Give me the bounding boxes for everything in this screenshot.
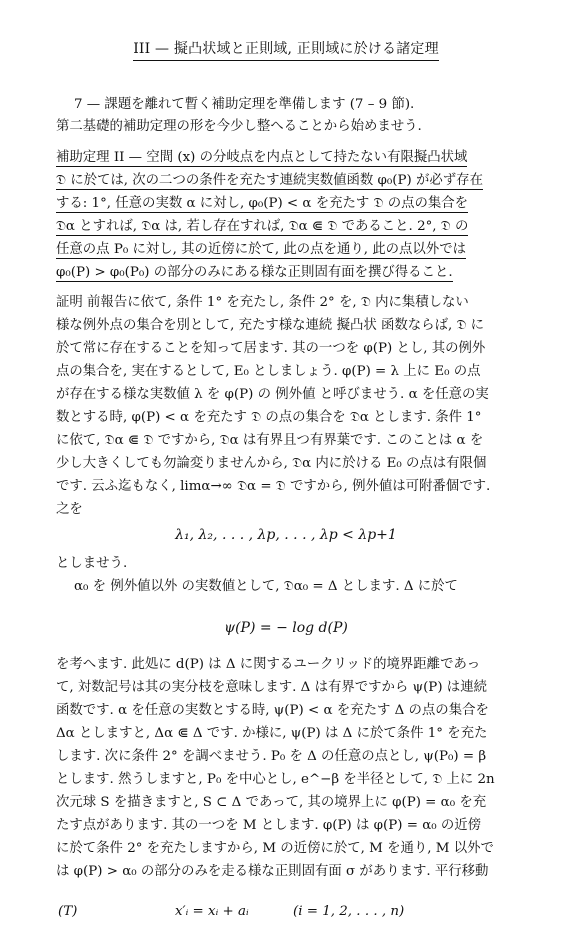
body2-line-2: て, 対数記号は其の実分枝を意味します. Δ は有界ですから ψ(P) は連続 — [56, 680, 487, 695]
sequence-formula: λ₁, λ₂, . . . , λp, . . . , λp < λp+1 — [175, 527, 397, 543]
proof-line-3: 於て常に存在することを知って居ます. 其の一つを φ(P) とし, 其の例外 — [56, 341, 486, 356]
lemma-line-6: φ₀(P) > φ₀(P₀) の部分のみにある様な正則固有面を撰び得ること. — [56, 265, 453, 280]
body2-line-3: 函数です. α を任意の実数とする時, ψ(P) < α を充たす Δ の点の集合を — [56, 703, 489, 718]
page-header — [0, 38, 572, 58]
body2-line-4: Δα としますと, Δα ⋐ Δ です. か様に, ψ(P) は Δ に於て条件 1° を充た — [56, 726, 488, 741]
after-sequence-line-2: α₀ を 例外値以外 の実数値として, 𝔇α₀ = Δ とします. Δ に於て — [74, 579, 458, 594]
proof-line-4: 点の集合を, 実在するとして, E₀ としましょう. φ(P) = λ 上に E₀ の点 — [56, 364, 481, 379]
proof-line-5: が存在する様な実数値 λ を φ(P) の 例外値 と呼びませう. α を任意の実 — [56, 387, 489, 402]
lemma-line-4: 𝔇α とすれば, 𝔇α は, 若し存在すれば, 𝔇α ⋐ 𝔇 であること. 2°, 𝔇 の — [56, 219, 469, 234]
body2-line-9: に於て条件 2° を充たしますから, M の近傍に於て, M を通り, M 以外で — [56, 841, 494, 856]
proof-line-9: です. 云ふ迄もなく, limα→∞ 𝔇α = 𝔇 ですから, 例外値は可附番個です. — [56, 479, 491, 494]
lemma-line-3: する: 1°, 任意の実数 α に対し, φ₀(P) < α を充たす 𝔇 の点の集合を — [56, 196, 469, 211]
body2-line-8: たす点があります. 其の一つを M とします. φ(P) は φ(P) = α₀ の近傍 — [56, 818, 482, 833]
proof-line-8: 少し大きくしても勿論変りませんから, 𝔇α 内に於ける E₀ の点は有限個 — [56, 456, 487, 471]
proof-line-10: 之を — [56, 502, 83, 517]
intro-line-1: 7 — 課題を離れて暫く補助定理を準備します (7 – 9 節). — [74, 97, 415, 112]
body2-line-6: とします. 然うしますと, P₀ を中心とし, e^−β を半径として, 𝔇 上に 2n — [56, 772, 495, 787]
lemma-line-2: 𝔇 に於ては, 次の二つの条件を充たす連続実数値函数 φ₀(P) が必ず存在 — [56, 173, 483, 188]
proof-line-1: 証明 前報告に依て, 条件 1° を充たし, 条件 2° を, 𝔇 内に集積しない — [56, 295, 469, 310]
header-title: III — 擬凸状域と正則域, 正則域に於ける諸定理 — [133, 41, 439, 61]
proof-line-7: に依て, 𝔇α ⋐ 𝔇 ですから, 𝔇α は有界且つ有界葉です. このことは α を — [56, 433, 484, 448]
psi-equation: ψ(P) = − log d(P) — [224, 620, 348, 636]
intro-line-2: 第二基礎的補助定理の形を今少し整へることから始めませう. — [56, 119, 422, 134]
translation-formula: x′ᵢ = xᵢ + aᵢ — [175, 904, 249, 919]
body2-line-5: します. 次に条件 2° を調べませう. P₀ を Δ の任意の点とし, ψ(P₀) = β — [56, 749, 487, 764]
proof-line-6: 数とする時, φ(P) < α を充たす 𝔇 の点の集合を 𝔇α とします. 条件 1° — [56, 410, 482, 425]
body2-line-10: は φ(P) > α₀ の部分のみを走る様な正則固有面 σ があります. 平行移動 — [56, 864, 489, 879]
translation-range: (i = 1, 2, . . . , n) — [293, 904, 405, 919]
lemma-line-1: 補助定理 II — 空間 (x) の分岐点を内点として持たない有限擬凸状域 — [56, 150, 468, 165]
proof-line-2: 様な例外点の集合を別として, 充たす様な連続 擬凸状 函数ならば, 𝔇 に — [56, 318, 485, 333]
body2-line-1: を考へます. 此処に d(P) は Δ に関するユークリッド的境界距離であっ — [56, 657, 481, 672]
lemma-line-5: 任意の点 P₀ に対し, 其の近傍に於て, 此の点を通り, 此の点以外では — [56, 242, 466, 257]
after-sequence-line-1: としませう. — [56, 556, 128, 571]
body2-line-7: 次元球 S を描きますと, S ⊂ Δ であって, 其の境界上に φ(P) = α₀ を充 — [56, 795, 487, 810]
translation-label: (T) — [58, 904, 78, 919]
